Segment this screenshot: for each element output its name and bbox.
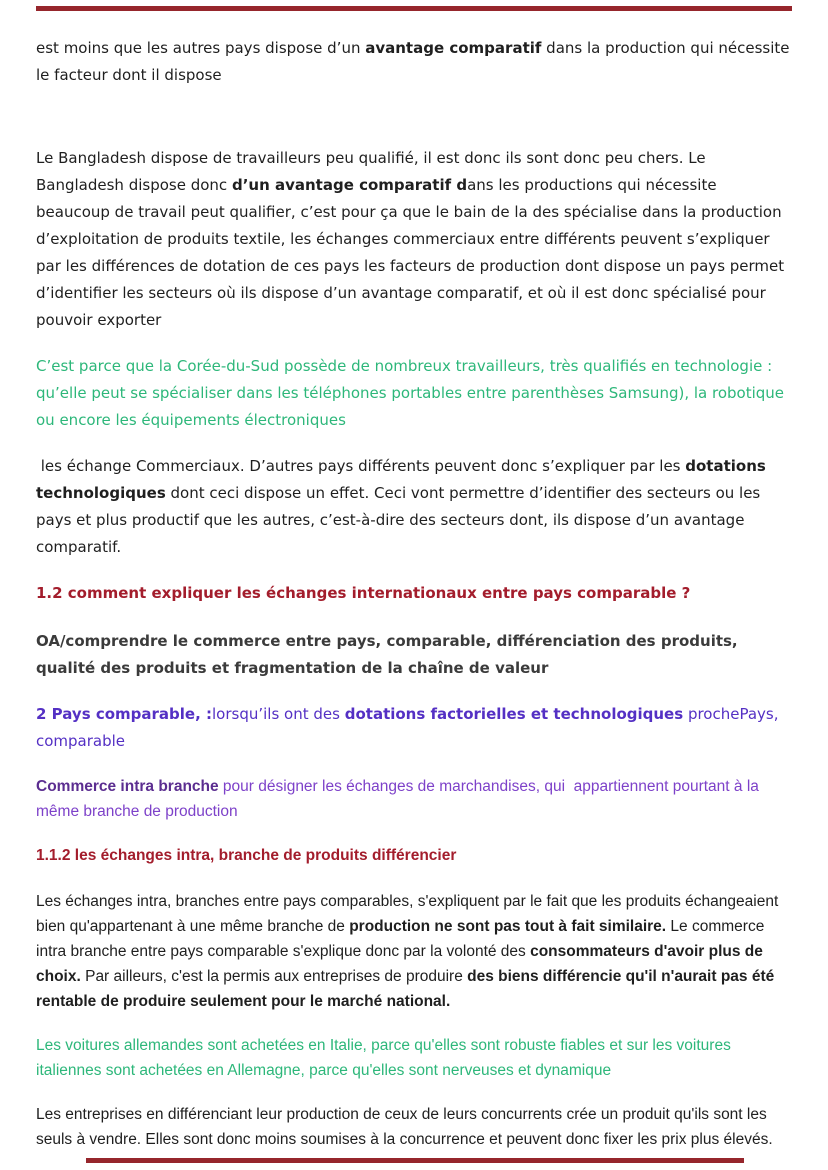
text-run: les échange Commerciaux. D’autres pays différents peuvent donc s’expliquer par les	[36, 457, 686, 475]
text-run: Le Bangladesh dispose de travailleurs peu qualifié, il est donc ils sont donc peu chers. Le Bangladesh dispose donc	[36, 149, 711, 194]
text-run: C’est parce que la Corée-du-Sud possède de nombreux travailleurs, très qualifiés en technologie : qu’elle peut se spécialiser dans les téléphones portables entre parenthèses Samsung), la robotique ou encore les équipements électroniques	[36, 357, 789, 429]
intra-branch-definition	[36, 774, 792, 824]
korea-example-paragraph	[36, 353, 792, 434]
differentiation-paragraph	[36, 1102, 792, 1152]
text-run: lorsqu’ils ont des	[212, 705, 345, 723]
bold-text-run: dotations factorielles et technologiques	[344, 705, 684, 723]
bold-text-run: dotations technologiques	[36, 457, 772, 502]
bangladesh-paragraph	[36, 145, 792, 334]
text-run: Les entreprises en différenciant leur production de ceux de leurs concurrents crée un produit qu'ils sont les seuls à vendre. Elles sont donc moins soumises à la concurrence et peuvent donc fixer les prix plus élevés.	[36, 1106, 773, 1148]
tech-endowment-paragraph	[36, 453, 792, 561]
objective-paragraph	[36, 628, 792, 682]
bold-text-run: Commerce intra branche	[36, 778, 219, 795]
section-heading-1-2	[36, 580, 792, 607]
text-run: dont ceci dispose un effet. Ceci vont permettre d’identifier des secteurs ou les pays et plus productif que les autres, c’est-à-dire des secteurs dont, ils dispose d’un avantage comparatif.	[36, 484, 766, 556]
page-border-bottom-rule	[86, 1158, 744, 1163]
text-run: Les échanges intra, branches entre pays comparables, s'expliquent par le fait que les produits échangeaient bien qu'appartenant à une même branche de	[36, 893, 783, 935]
bold-text-run: avantage comparatif	[365, 39, 542, 57]
bold-text-run: 2 Pays comparable, :	[36, 705, 213, 723]
section-heading-1-1-2	[36, 843, 792, 868]
bold-text-run: production ne sont pas tout à fait similaire.	[349, 918, 667, 935]
page-border-top-rule	[36, 6, 792, 11]
text-run: dans la production qui nécessite le facteur dont il dispose	[36, 39, 795, 84]
bold-text-run: des biens différencie qu'il n'aurait pas été rentable de produire seulement pour le marché national.	[36, 968, 779, 1010]
text-run: OA/comprendre le commerce entre pays, comparable, différenciation des produits, qualité des produits et fragmentation de la chaîne de valeur	[36, 632, 743, 677]
bold-text-run: consommateurs d'avoir plus de choix.	[36, 943, 768, 985]
text-run: 1.1.2 les échanges intra, branche de produits différencier	[36, 847, 457, 864]
bold-text-run: d’un avantage comparatif d	[231, 176, 468, 194]
text-run: ans les productions qui nécessite beaucoup de travail peut qualifier, c’est pour ça que le bain de la des spécialise dans la production d’exploitation de produits textile, les échanges commerciaux entre différents peuvent s’expliquer par les différences de dotation de ces pays les facteurs de production dont dispose un pays permet d’identifier les secteurs où ils dispose d’un avantage comparatif, et où il est donc spécialisé pour pouvoir exporter	[36, 176, 789, 329]
text-run: Le commerce intra branche entre pays comparable s'explique donc par la volonté des	[36, 918, 769, 960]
text-run: 1.2 comment expliquer les échanges internationaux entre pays comparable ?	[36, 584, 691, 602]
text-run: Par ailleurs, c'est la permis aux entreprises de produire	[80, 968, 468, 985]
intro-paragraph	[36, 35, 795, 89]
comparable-countries-definition	[36, 701, 792, 755]
text-run: prochePays, comparable	[36, 705, 784, 750]
document-body	[36, 35, 795, 1152]
text-run: pour désigner les échanges de marchandises, qui appartiennent pourtant à la même branche de production	[36, 778, 764, 820]
cars-example-paragraph	[36, 1033, 792, 1083]
text-run: Les voitures allemandes sont achetées en Italie, parce qu'elles sont robuste fiables et sur les voitures italiennes sont achetées en Allemagne, parce qu'elles sont nerveuses et dynamique	[36, 1037, 736, 1079]
intra-branch-paragraph	[36, 889, 792, 1014]
text-run: est moins que les autres pays dispose d’un	[36, 39, 366, 57]
